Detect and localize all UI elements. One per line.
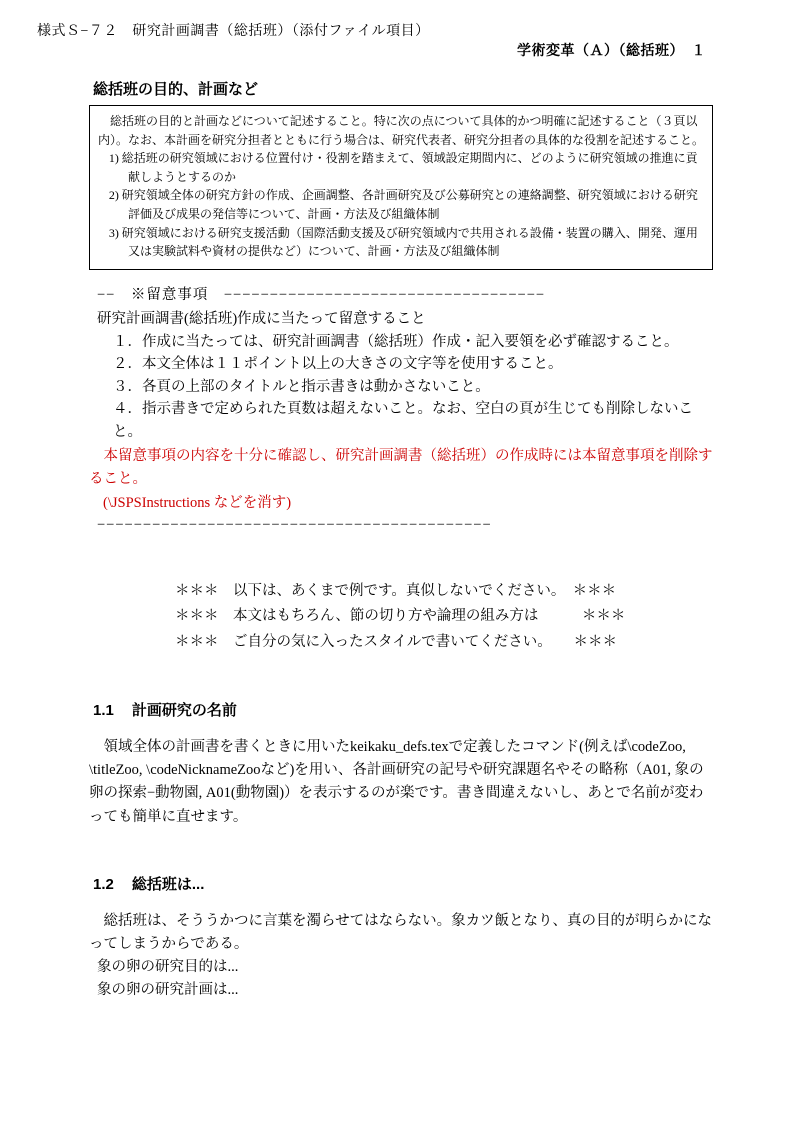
notes-warning-command: (\JSPSInstructions などを消す) bbox=[103, 494, 292, 511]
note-item-4: ４．指示書きで定められた頁数は超えないこと。なお、空白の頁が生じても削除しないこと。 bbox=[113, 401, 693, 440]
note-item-1: １．作成に当たっては、研究計画調書（総括班）作成・記入要領を必ず確認すること。 bbox=[113, 333, 679, 350]
section-title: 総括班の目的、計画など bbox=[93, 81, 259, 98]
example-disclaimer-line-2: ＊＊＊ 本文はもちろん、節の切り方や論理の組み方は ＊＊＊ bbox=[175, 608, 626, 625]
notes-block bbox=[89, 284, 713, 537]
subsection-number: 1.1 bbox=[93, 702, 114, 720]
form-code-header: 様式Ｓ−７２ 研究計画調書（総括班）（添付ファイル項目） bbox=[37, 24, 430, 39]
subsection-1-2-paragraph-1: 総括班は、そううかつに言葉を濁らせてはならない。象カツ飯となり、真の目的が明らかになってしまうからである。 bbox=[89, 912, 713, 952]
instruction-item-2: 2) 研究領域全体の研究方針の作成、企画調整、各計画研究及び公募研究との連絡調整、研究領域における研究評価及び成果の発信等について、計画・方法及び組織体制 bbox=[108, 188, 698, 221]
note-item-2: ２．本文全体は１１ポイント以上の大きさの文字等を使用すること。 bbox=[113, 356, 563, 373]
notes-dash-top: −− ※留意事項 −−−−−−−−−−−−−−−−−−−−−−−−−−−−−−−−−−− bbox=[97, 286, 546, 303]
subsection-1-1-paragraph: 領域全体の計画書を書くときに用いたkeikaku_defs.texで定義したコマンド(例えば\codeZoo, \titleZoo, \codeNicknameZooなど)を用い、各計画研究の記号や研究課題名やその略称（A01, 象の卵の探索−動物園, A01(動物園)）を表示するのが楽です。書き間違えないし、あとで名前が変わっても簡単に直せます。 bbox=[89, 739, 704, 825]
subsection-title: 計画研究の名前 bbox=[131, 702, 237, 720]
subsection-title: 総括班は... bbox=[131, 875, 205, 893]
note-item-3: ３．各頁の上部のタイトルと指示書きは動かさないこと。 bbox=[113, 378, 490, 395]
page-header-right: 学術変革（Ａ）（総括班） １ bbox=[517, 44, 706, 59]
notes-warning-text: 本留意事項の内容を十分に確認し、研究計画調書（総括班）の作成時には本留意事項を削除すること。 bbox=[89, 448, 713, 487]
instruction-box bbox=[89, 105, 713, 270]
instruction-item-3: 3) 研究領域における研究支援活動（国際活動支援及び研究領域内で共用される設備・装置の購入、開発、運用又は実験試料や資材の提供など）について、計画・方法及び組織体制 bbox=[108, 225, 698, 259]
page-content bbox=[89, 78, 713, 1003]
instruction-intro: 総括班の目的と計画などについて記述すること。特に次の点について具体的かつ明確に記述すること（３頁以内）。なお、本計画を研究分担者とともに行う場合は、研究代表者、研究分担者の具体的な役割を記述すること。 bbox=[98, 114, 705, 147]
instruction-item-1: 1) 総括班の研究領域における位置付け・役割を踏まえて、領域設定期間内に、どのように研究領域の推進に貢献しようとするのか bbox=[108, 151, 698, 184]
subsection-heading-1-1 bbox=[93, 699, 713, 720]
example-disclaimer-block bbox=[175, 579, 713, 655]
subsection-heading-1-2 bbox=[93, 873, 713, 894]
example-disclaimer-line-3: ＊＊＊ ご自分の気に入ったスタイルで書いてください。 ＊＊＊ bbox=[175, 633, 617, 650]
notes-heading: 研究計画調書(総括班)作成に当たって留意すること bbox=[97, 311, 426, 328]
subsection-1-2-paragraph-2: 象の卵の研究目的は... bbox=[97, 959, 239, 976]
example-disclaimer-line-1: ＊＊＊ 以下は、あくまで例です。真似しないでください。 ＊＊＊ bbox=[175, 582, 617, 599]
subsection-number: 1.2 bbox=[93, 875, 114, 893]
notes-dash-bottom: −−−−−−−−−−−−−−−−−−−−−−−−−−−−−−−−−−−−−−−−−−− bbox=[97, 517, 492, 534]
subsection-1-2-paragraph-3: 象の卵の研究計画は... bbox=[97, 982, 239, 999]
